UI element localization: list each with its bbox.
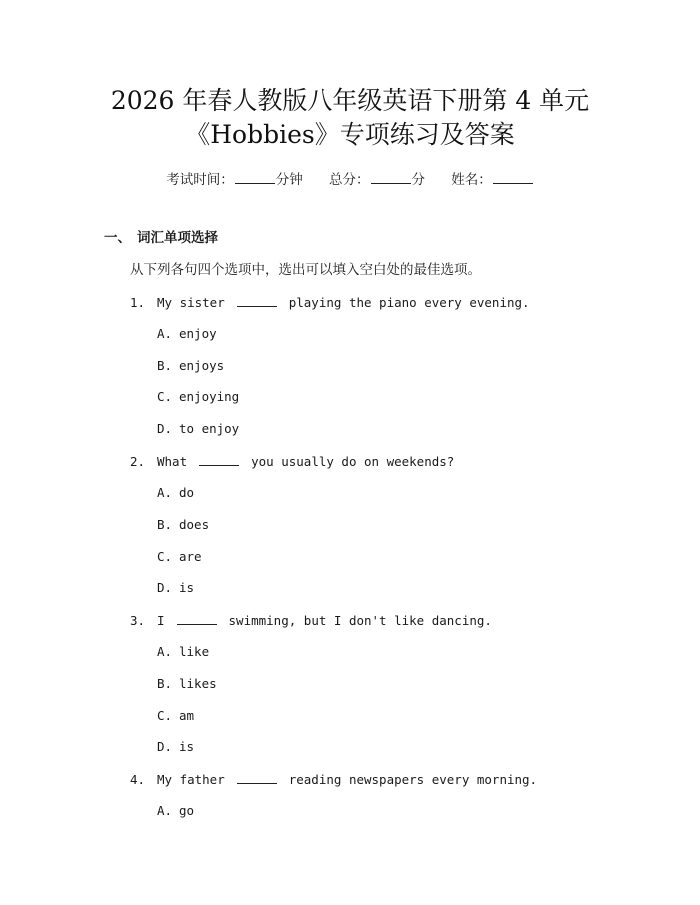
option-text: likes	[179, 676, 217, 691]
option-text: enjoy	[179, 326, 217, 341]
answer-option	[157, 515, 209, 535]
option-letter: C.	[157, 549, 173, 564]
option-letter: D.	[157, 421, 173, 436]
exam-time-unit: 分钟	[275, 172, 303, 188]
option-text: enjoys	[179, 358, 225, 373]
answer-option	[157, 706, 194, 726]
answer-blank	[199, 451, 239, 466]
option-letter: A.	[157, 803, 173, 818]
question-text-after: swimming, but I don't like dancing.	[228, 613, 492, 628]
total-score-field	[329, 168, 425, 190]
total-score-unit: 分	[411, 172, 425, 188]
exam-info-line	[0, 168, 700, 190]
answer-option	[157, 324, 217, 344]
answer-option	[157, 801, 194, 821]
option-text: go	[179, 803, 195, 818]
option-text: do	[179, 485, 195, 500]
section-number: 一、	[104, 230, 131, 246]
answer-option	[157, 483, 194, 503]
question-stem	[130, 292, 530, 313]
question-number: 2.	[130, 454, 146, 469]
question-number: 3.	[130, 613, 146, 628]
option-letter: B.	[157, 358, 173, 373]
option-letter: C.	[157, 708, 173, 723]
answer-option	[157, 737, 194, 757]
question-text-before: I	[157, 613, 165, 628]
option-letter: D.	[157, 739, 173, 754]
option-text: is	[179, 580, 195, 595]
answer-option	[157, 387, 239, 407]
option-letter: A.	[157, 644, 173, 659]
section-instruction: 从下列各句四个选项中，选出可以填入空白处的最佳选项。	[130, 262, 481, 278]
question-stem	[130, 610, 492, 631]
section-title: 词汇单项选择	[137, 230, 218, 246]
answer-blank	[237, 769, 277, 784]
section-heading	[104, 228, 218, 248]
question-text-after: playing the piano every evening.	[288, 295, 530, 310]
option-letter: D.	[157, 580, 173, 595]
option-text: is	[179, 739, 195, 754]
question-text-before: What	[157, 454, 188, 469]
option-text: like	[179, 644, 210, 659]
option-letter: B.	[157, 676, 173, 691]
answer-option	[157, 356, 224, 376]
option-text: am	[179, 708, 195, 723]
option-letter: A.	[157, 485, 173, 500]
student-name-label: 姓名：	[451, 172, 492, 188]
option-text: does	[179, 517, 210, 532]
option-letter: B.	[157, 517, 173, 532]
option-text: are	[179, 549, 202, 564]
exam-time-field	[166, 168, 303, 190]
student-name-blank	[493, 168, 533, 184]
answer-option	[157, 642, 209, 662]
question-number: 1.	[130, 295, 146, 310]
document-title-line2: 《Hobbies》专项练习及答案	[185, 120, 515, 149]
option-text: to enjoy	[179, 421, 240, 436]
question-stem	[130, 769, 537, 790]
answer-option	[157, 547, 202, 567]
answer-blank	[237, 292, 277, 307]
student-name-field	[451, 168, 534, 190]
option-letter: C.	[157, 389, 173, 404]
answer-option	[157, 419, 239, 439]
option-text: enjoying	[179, 389, 240, 404]
question-text-before: My sister	[157, 295, 225, 310]
answer-blank	[177, 610, 217, 625]
question-text-after: reading newspapers every morning.	[288, 772, 538, 787]
question-number: 4.	[130, 772, 146, 787]
answer-option	[157, 578, 194, 598]
total-score-label: 总分：	[329, 172, 370, 188]
document-title-line1: 2026 年春人教版八年级英语下册第 4 单元	[110, 86, 590, 115]
exam-time-label: 考试时间：	[166, 172, 234, 188]
option-letter: A.	[157, 326, 173, 341]
total-score-blank	[371, 168, 411, 184]
question-text-after: you usually do on weekends?	[251, 454, 455, 469]
question-text-before: My father	[157, 772, 225, 787]
question-stem	[130, 451, 454, 472]
exam-time-blank	[235, 168, 275, 184]
answer-option	[157, 674, 217, 694]
